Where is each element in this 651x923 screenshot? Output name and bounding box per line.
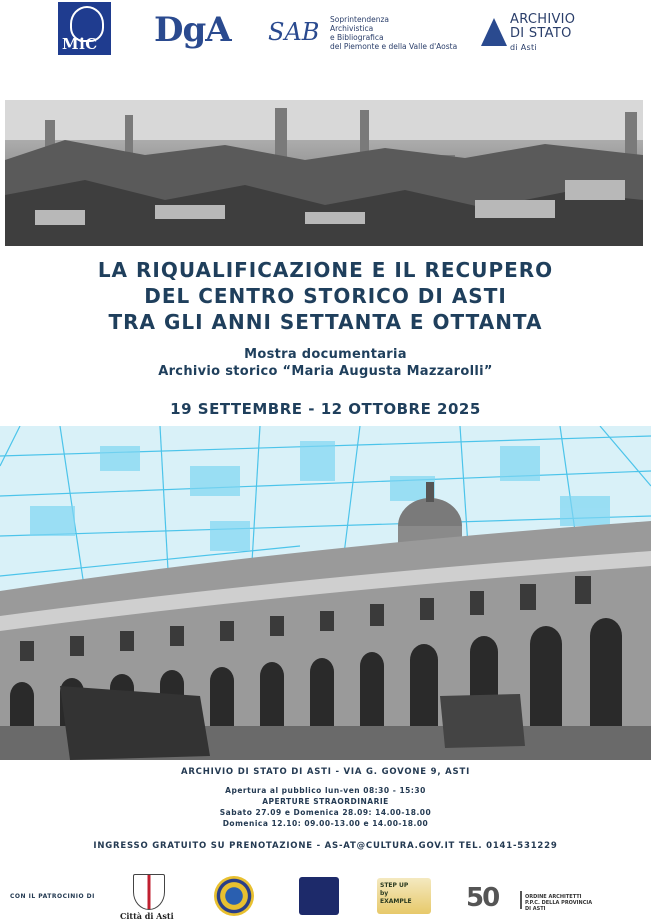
stepup-line: by <box>380 890 389 897</box>
subtitle <box>0 346 651 380</box>
city-name: Città di Asti <box>120 911 174 921</box>
hours-line: Sabato 27.09 e Domenica 28.09: 14.00-18.00 <box>219 808 432 817</box>
panorama-rooftops <box>5 100 643 246</box>
sab-line: e Bibliografica <box>330 33 384 42</box>
stepup-text <box>380 882 412 906</box>
exhibition-dates: 19 SETTEMBRE - 12 OTTOBRE 2025 <box>170 400 481 418</box>
map-and-building-illustration <box>0 426 651 760</box>
ordine-50-mark: 50 <box>466 883 499 913</box>
patronage-label: CON IL PATROCINIO DI <box>10 893 95 900</box>
venue-address: ARCHIVIO DI STATO DI ASTI - VIA G. GOVONE 9, ASTI <box>180 767 471 777</box>
mic-logo-text: MiC <box>62 35 98 53</box>
booking-info: INGRESSO GRATUITO SU PRENOTAZIONE - AS-AT@CULTURA.GOV.IT TEL. 0141-531229 <box>93 841 558 851</box>
opening-hours <box>0 785 651 829</box>
hours-line: Domenica 12.10: 09.00-13.00 e 14.00-18.00 <box>222 819 429 828</box>
stepup-line: STEP UP <box>380 882 409 889</box>
ordine-line: P.P.C. DELLA PROVINCIA <box>525 900 593 906</box>
exhibition-title <box>0 257 651 335</box>
ordine-line: ORDINE ARCHITETTI <box>525 894 582 900</box>
sab-line: del Piemonte e della Valle d'Aosta <box>330 42 458 51</box>
archivio-logo-text <box>510 13 575 55</box>
map-building-art <box>0 426 651 760</box>
subtitle-line: Mostra documentaria <box>244 347 407 362</box>
rotary-emblem-icon <box>214 876 254 916</box>
asti-panorama-photo <box>5 100 643 246</box>
archivio-triangle-icon <box>481 18 507 46</box>
sab-logo: SAB <box>268 18 320 46</box>
title-line: LA RIQUALIFICAZIONE E IL RECUPERO <box>97 258 554 282</box>
sab-text <box>330 15 457 51</box>
hours-line: APERTURE STRAORDINARIE <box>262 797 389 806</box>
title-line: DEL CENTRO STORICO DI ASTI <box>144 284 507 308</box>
title-line: TRA GLI ANNI SETTANTA E OTTANTA <box>108 310 543 334</box>
archivio-city: di Asti <box>510 43 537 52</box>
archivio-line: ARCHIVIO <box>510 12 576 27</box>
ordine-text <box>525 894 592 912</box>
club-emblem-icon <box>299 877 339 915</box>
sab-line: Soprintendenza <box>330 15 390 24</box>
city-crest-icon <box>133 874 165 910</box>
ordine-line: DI ASTI <box>525 906 546 912</box>
archivio-line: DI STATO <box>510 26 572 41</box>
subtitle-line: Archivio storico “Maria Augusta Mazzarolli” <box>158 364 493 379</box>
mic-logo <box>58 2 111 55</box>
stepup-line: EXAMPLE <box>380 898 412 905</box>
sab-line: Archivistica <box>330 24 374 33</box>
dga-logo: DgA <box>154 10 231 50</box>
hours-line: Apertura al pubblico lun-ven 08:30 - 15:30 <box>225 786 426 795</box>
